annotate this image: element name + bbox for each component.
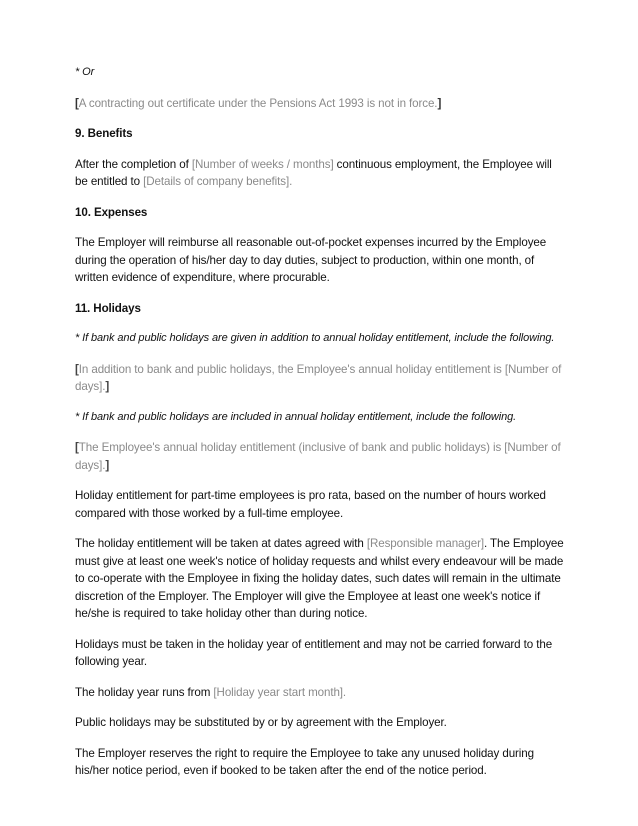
dates-text-2: . The Employee must give at least one week's notice of holiday requests and whilst every endeavour will be made to co-operate with the Employee in fixing the holiday dates, such dates will remain in the ultimate discretion of the Employer. The Employer will give the Employee at least one week's notice if he/she is required to take holiday other than during notice.	[75, 537, 564, 620]
benefits-weeks-placeholder: [Number of weeks / months]	[191, 157, 334, 171]
start-month-placeholder: [Holiday year start month]	[213, 685, 343, 699]
holidays-part-time: Holiday entitlement for part-time employees is pro rata, based on the number of hours worked compared with those worked by a full-time employee.	[75, 489, 546, 520]
benefits-text-2: continuous employment, the Employee will be entitled to	[75, 157, 552, 188]
manager-placeholder: [Responsible manager]	[366, 537, 484, 550]
expenses-heading: 10. Expenses	[75, 205, 148, 219]
benefits-paragraph	[75, 156, 565, 191]
holidays-substituted: Public holidays may be substituted by or by agreement with the Employer.	[75, 716, 447, 729]
holidays-note-in-addition: * If bank and public holidays are given in addition to annual holiday entitlement, include the following.	[75, 332, 555, 344]
dates-text-1: The holiday entitlement will be taken at dates agreed with	[75, 537, 367, 550]
year-text-1: The holiday year runs from	[75, 685, 214, 699]
holidays-carry-forward: Holidays must be taken in the holiday year of entitlement and may not be carried forward to the following year.	[75, 637, 553, 668]
holidays-heading: 11. Holidays	[75, 301, 141, 315]
option-a-close-bracket: ]	[105, 380, 110, 393]
option-b-text: The Employee's annual holiday entitlement (inclusive of bank and public holidays) is [Number of days].	[75, 441, 561, 472]
pensions-text: A contracting out certificate under the Pensions Act 1993 is not in force.	[78, 96, 438, 110]
year-text-2: .	[342, 685, 347, 699]
benefits-text-1: After the completion of	[75, 157, 192, 171]
pensions-close-bracket: ]	[437, 96, 442, 110]
benefits-text-3: .	[289, 175, 293, 188]
holidays-option-a	[75, 361, 565, 396]
benefits-heading: 9. Benefits	[75, 127, 133, 140]
holidays-note-included: * If bank and public holidays are included in annual holiday entitlement, include the following.	[75, 410, 517, 423]
option-b-close-bracket: ]	[105, 458, 110, 472]
option-a-text: In addition to bank and public holidays, the Employee's annual holiday entitlement is [Number of days].	[75, 362, 562, 393]
expenses-paragraph: The Employer will reimburse all reasonable out-of-pocket expenses incurred by the Employee during the operation of his/her day to day duties, subject to production, within one month, of written evidence of expenditure, where procurable.	[75, 236, 547, 284]
option-b-open-bracket: [	[75, 441, 79, 454]
note-or: * Or	[75, 66, 95, 78]
pensions-clause	[75, 95, 565, 113]
holidays-unused: The Employer reserves the right to require the Employee to take any unused holiday during his/her notice period, even if booked to be taken after the end of the notice period.	[75, 746, 534, 777]
holidays-year	[75, 684, 565, 702]
document-body	[75, 64, 565, 793]
option-a-open-bracket: [	[75, 362, 79, 376]
benefits-details-placeholder: [Details of company benefits]	[143, 175, 290, 188]
pensions-open-bracket: [	[75, 96, 79, 110]
holidays-dates	[75, 535, 565, 623]
holidays-option-b	[75, 439, 565, 474]
